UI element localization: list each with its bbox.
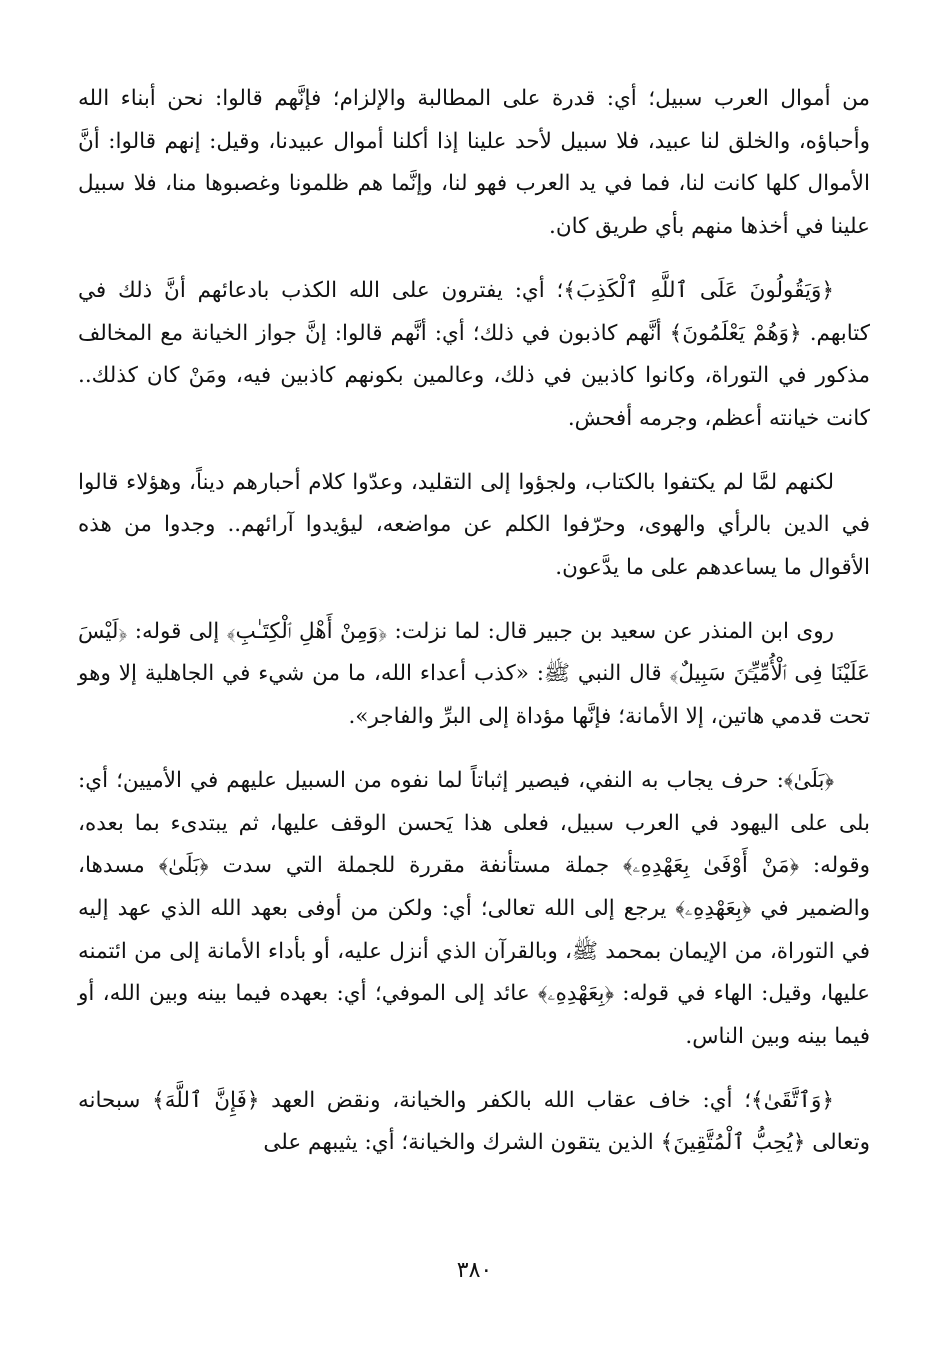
paragraph-3: لكنهم لمَّا لم يكتفوا بالكتاب، ولجؤوا إلى التقليد، وعدّوا كلام أحبارهم ديناً، وهؤلاء قالوا في الدين بالرأي والهوى، وحرّفوا الكلم عن مواضعه، ليؤيدوا آرائهم.. وجدوا من هذه الأقوال ما يساعدهم على ما يدَّعون. [78,469,870,581]
paragraph-4: روى ابن المنذر عن سعيد بن جبير قال: لما نزلت: ﴿وَمِنْ أَهْلِ ٱلْكِتَـٰبِ﴾ إلى قوله: ﴿لَيْسَ عَلَيْنَا فِى ٱلْأُمِّيِّـۧنَ سَبِيلٌ﴾ قال النبي ﷺ: «كذب أعداء الله، ما من شيء في الجاهلية إلا وهو تحت قدمي هاتين، إلا الأمانة؛ فإنَّها مؤداة إلى البرِّ والفاجر». [78,618,870,730]
page-body [78,78,870,1186]
page-number: ٣٨٠ [456,1258,493,1283]
paragraph-5: ﴿بَلَىٰ﴾: حرف يجاب به النفي، فيصير إثباتاً لما نفوه من السبيل عليهم في الأميين؛ أي: بلى على اليهود في العرب سبيل، فعلى هذا يَحسن الوقف عليها، ثم يبتدىء بما بعده، وقوله: ﴿مَنْ أَوْفَىٰ بِعَهْدِهِۦ﴾ جملة مستأنفة مقررة للجملة التي سدت ﴿بَلَىٰ﴾ مسدها، والضمير في ﴿بِعَهْدِهِۦ﴾ يرجع إلى الله تعالى؛ أي: ولكن من أوفى بعهد الله الذي عهد إليه في التوراة، من الإيمان بمحمد ﷺ، وبالقرآن الذي أنزل عليه، أو بأداء الأمانة إلى من ائتمنه عليها، وقيل: الهاء في قوله: ﴿بِعَهْدِهِۦ﴾ عائد إلى الموفي؛ أي: بعهده فيما بينه وبين الله، أو فيما بينه وبين الناس. [78,767,870,1050]
paragraph-6: ﴿وَٱتَّقَىٰ﴾؛ أي: خاف عقاب الله بالكفر والخيانة، ونقض العهد ﴿فَإِنَّ ٱللَّهَ﴾ سبحانه وتعالى ﴿يُحِبُّ ٱلْمُتَّقِينَ﴾ الذين يتقون الشرك والخيانة؛ أي: يثيبهم على [78,1087,870,1156]
paragraph-2: ﴿وَيَقُولُونَ عَلَى ٱللَّهِ ٱلْكَذِبَ﴾؛ أي: يفترون على الله الكذب بادعائهم أنَّ ذلك في كتابهم. ﴿وَهُمْ يَعْلَمُونَ﴾ أنَّهم كاذبون في ذلك؛ أي: أنَّهم قالوا: إنَّ جواز الخيانة مع المخالف مذكور في التوراة، وكانوا كاذبين في ذلك، وعالمين بكونهم كاذبين فيه، ومَنْ كان كذلك.. كانت خيانته أعظم، وجرمه أفحش. [78,277,870,431]
paragraph-1: من أموال العرب سبيل؛ أي: قدرة على المطالبة والإلزام؛ فإنَّهم قالوا: نحن أبناء الله وأحباؤه، والخلق لنا عبيد، فلا سبيل لأحد علينا إذا أكلنا أموال عبيدنا، وقيل: إنهم قالوا: أنَّ الأموال كلها كانت لنا، فما في يد العرب فهو لنا، وإنَّما هم ظلمونا وغصبوها منا، فلا سبيل علينا في أخذها منهم بأي طريق كان. [78,86,870,240]
